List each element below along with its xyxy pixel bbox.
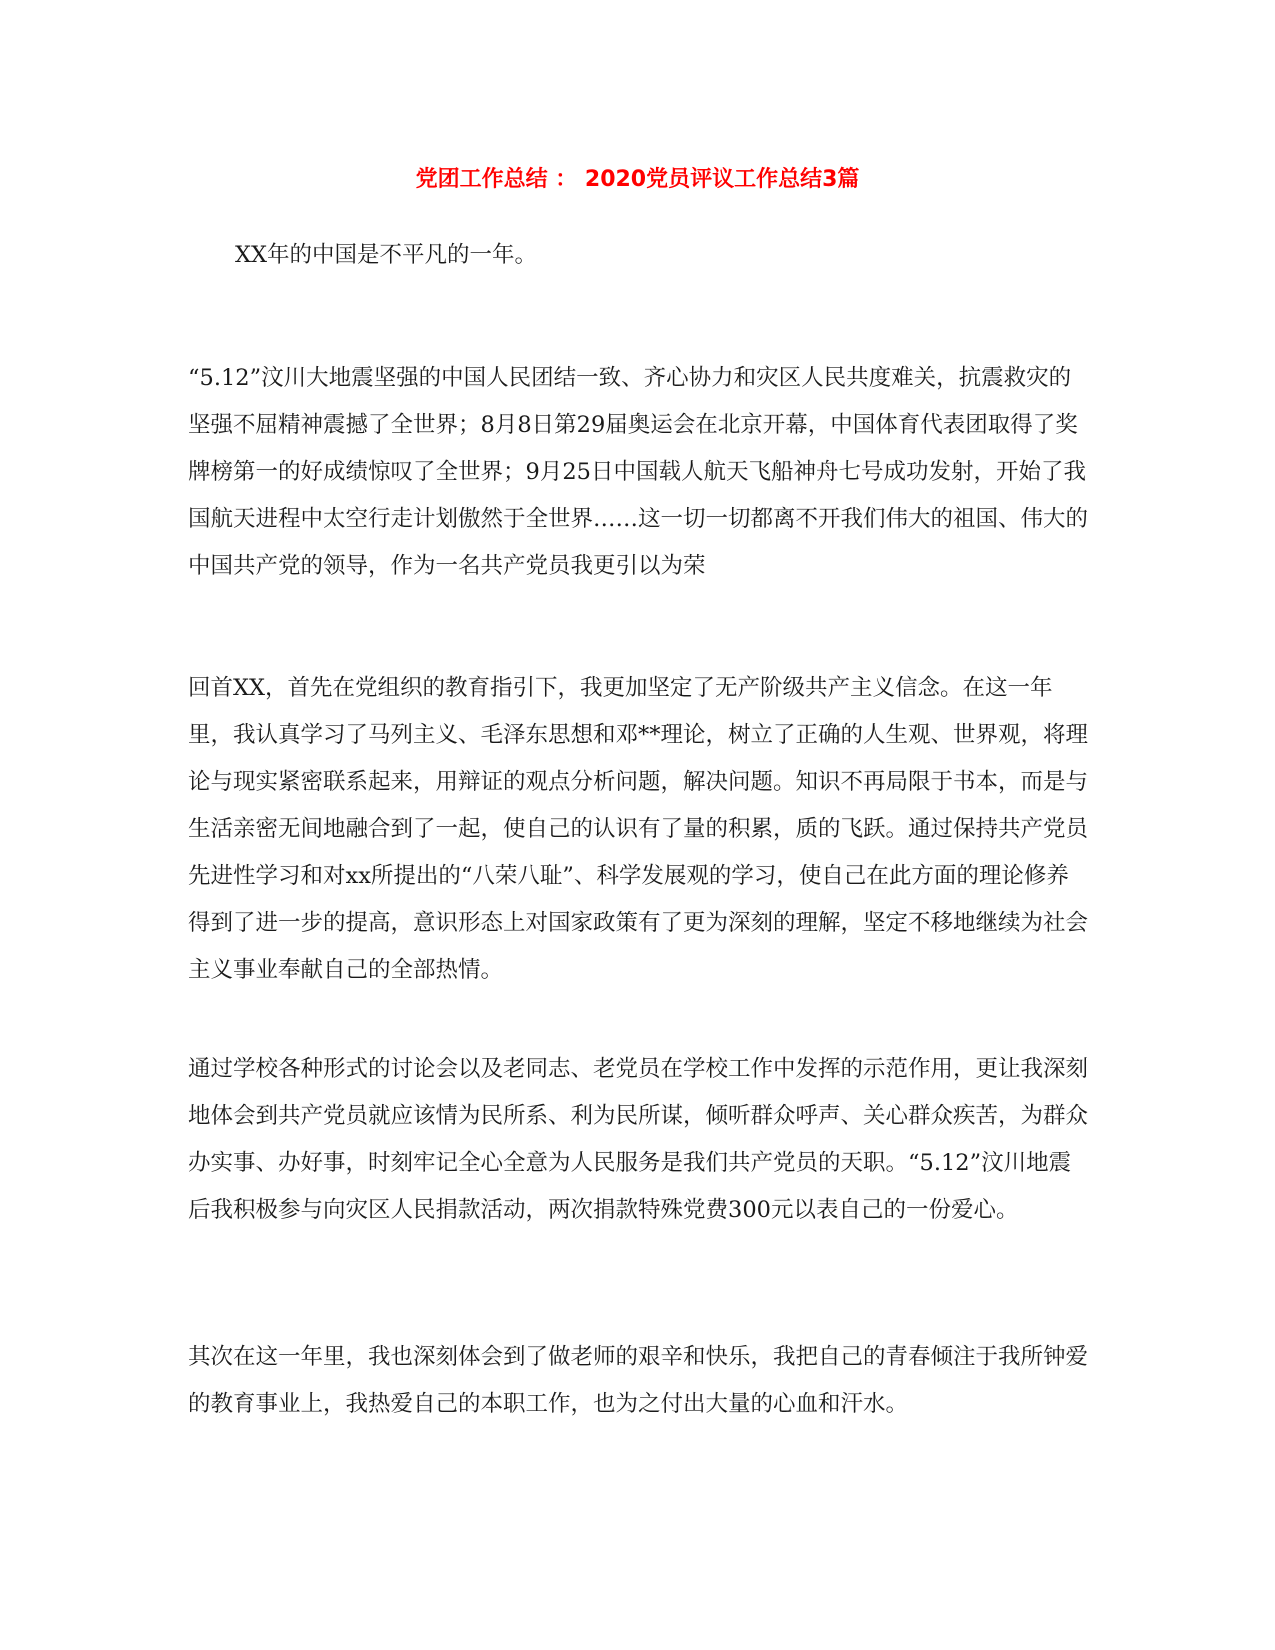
paragraph-3-block [188,665,1088,994]
paragraph-5: 其次在这一年里，我也深刻体会到了做老师的艰辛和快乐，我把自己的青春倾注于我所钟爱的教育事业上，我热爱自己的本职工作，也为之付出大量的心血和汗水。 [188,1344,1089,1417]
document-title: 党团工作总结 ： 2020党员评议工作总结3篇 [415,167,860,192]
paragraph-1: XX年的中国是不平凡的一年。 [235,242,538,268]
paragraph-4-block [188,1046,1088,1234]
paragraph-5-block [188,1334,1088,1428]
paragraph-2-block [188,355,1088,590]
paragraph-2: “5.12”汶川大地震坚强的中国人民团结一致、齐心协力和灾区人民共度难关，抗震救灾的坚强不屈精神震撼了全世界；8月8日第29届奥运会在北京开幕，中国体育代表团取得了奖牌榜第一的好成绩惊叹了全世界；9月25日中国载人航天飞船神舟七号成功发射，开始了我国航天进程中太空行走计划傲然于全世界……这一切一切都离不开我们伟大的祖国、伟大的中国共产党的领导，作为一名共产党员我更引以为荣 [188,365,1089,579]
paragraph-3: 回首XX，首先在党组织的教育指引下，我更加坚定了无产阶级共产主义信念。在这一年里，我认真学习了马列主义、毛泽东思想和邓**理论，树立了正确的人生观、世界观，将理论与现实紧密联系起来，用辩证的观点分析问题，解决问题。知识不再局限于书本，而是与生活亲密无间地融合到了一起，使自己的认识有了量的积累，质的飞跃。通过保持共产党员先进性学习和对xx所提出的“八荣八耻”、科学发展观的学习，使自己在此方面的理论修养得到了进一步的提高，意识形态上对国家政策有了更为深刻的理解，坚定不移地继续为社会主义事业奉献自己的全部热情。 [188,675,1089,983]
paragraph-1-block [188,232,1088,279]
paragraph-4: 通过学校各种形式的讨论会以及老同志、老党员在学校工作中发挥的示范作用，更让我深刻地体会到共产党员就应该情为民所系、利为民所谋，倾听群众呼声、关心群众疾苦，为群众办实事、办好事，时刻牢记全心全意为人民服务是我们共产党员的天职。“5.12”汶川地震后我积极参与向灾区人民捐款活动，两次捐款特殊党费300元以表自己的一份爱心。 [188,1056,1089,1223]
